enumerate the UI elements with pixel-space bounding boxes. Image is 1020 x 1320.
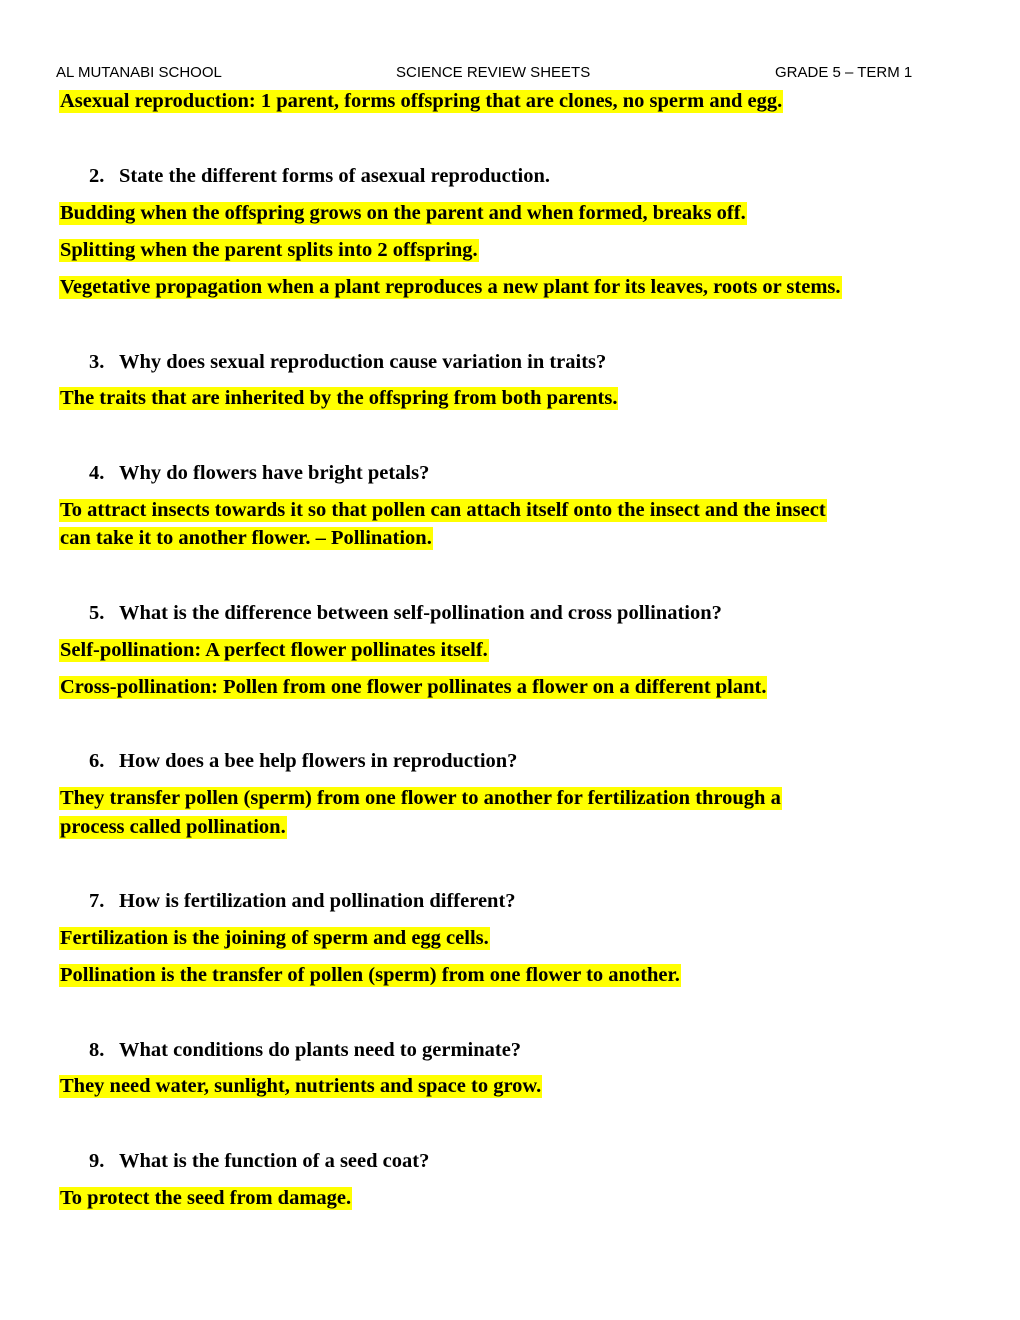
question-text: How is fertilization and pollination different? bbox=[119, 890, 516, 912]
question-9 bbox=[89, 1147, 429, 1175]
answer-text: Asexual reproduction: 1 parent, forms offspring that are clones, no sperm and egg. bbox=[60, 90, 783, 112]
answer-text: Cross-pollination: Pollen from one flower pollinates a flower on a different plant. bbox=[60, 676, 767, 698]
question-8 bbox=[89, 1036, 521, 1064]
grade-term: GRADE 5 – TERM 1 bbox=[775, 64, 913, 81]
question-number: 8. bbox=[89, 1039, 105, 1061]
answer-text: Fertilization is the joining of sperm and egg cells. bbox=[60, 927, 489, 949]
answer-7-1 bbox=[59, 924, 490, 952]
question-number: 4. bbox=[89, 462, 105, 484]
answer-text: Vegetative propagation when a plant reproduces a new plant for its leaves, roots or stems. bbox=[60, 276, 841, 298]
page-header bbox=[0, 64, 1020, 86]
answer-text: They transfer pollen (sperm) from one flower to another for fertilization through a bbox=[60, 787, 781, 809]
answer-text: They need water, sunlight, nutrients and space to grow. bbox=[60, 1075, 542, 1097]
answer-2-1 bbox=[59, 199, 747, 227]
question-2 bbox=[89, 162, 550, 190]
answer-text: Budding when the offspring grows on the parent and when formed, breaks off. bbox=[60, 202, 746, 224]
answer-6-2 bbox=[59, 813, 287, 841]
question-6 bbox=[89, 747, 517, 775]
question-number: 7. bbox=[89, 890, 105, 912]
answer-text: To attract insects towards it so that pollen can attach itself onto the insect and the insect bbox=[60, 499, 826, 521]
answer-4-2 bbox=[59, 524, 433, 552]
document-title: SCIENCE REVIEW SHEETS bbox=[396, 64, 591, 81]
question-number: 6. bbox=[89, 750, 105, 772]
answer-6-1 bbox=[59, 784, 782, 812]
answer-text: Pollination is the transfer of pollen (sperm) from one flower to another. bbox=[60, 964, 680, 986]
answer-text: To protect the seed from damage. bbox=[60, 1187, 352, 1209]
question-text: How does a bee help flowers in reproduction? bbox=[119, 750, 518, 772]
question-text: Why does sexual reproduction cause variation in traits? bbox=[119, 351, 607, 373]
answer-2-3 bbox=[59, 273, 842, 301]
answer-5-2 bbox=[59, 673, 767, 701]
school-name: AL MUTANABI SCHOOL bbox=[56, 64, 222, 81]
question-text: What is the difference between self-pollination and cross pollination? bbox=[119, 602, 722, 624]
question-text: What conditions do plants need to germinate? bbox=[119, 1039, 522, 1061]
answer-9-1 bbox=[59, 1184, 352, 1212]
answer-text: can take it to another flower. – Pollination. bbox=[60, 527, 432, 549]
question-number: 9. bbox=[89, 1150, 105, 1172]
question-number: 2. bbox=[89, 165, 105, 187]
question-number: 5. bbox=[89, 602, 105, 624]
answer-4-1 bbox=[59, 496, 827, 524]
question-4 bbox=[89, 459, 429, 487]
question-text: State the different forms of asexual reproduction. bbox=[119, 165, 551, 187]
answer-text: Splitting when the parent splits into 2 offspring. bbox=[60, 239, 478, 261]
question-7 bbox=[89, 887, 516, 915]
question-text: Why do flowers have bright petals? bbox=[119, 462, 430, 484]
question-5 bbox=[89, 599, 722, 627]
answer-7-2 bbox=[59, 961, 681, 989]
answer-5-1 bbox=[59, 636, 489, 664]
answer-text: Self-pollination: A perfect flower pollinates itself. bbox=[60, 639, 488, 661]
answer-8-1 bbox=[59, 1072, 542, 1100]
question-number: 3. bbox=[89, 351, 105, 373]
answer-text: The traits that are inherited by the offspring from both parents. bbox=[60, 387, 618, 409]
answer-3-1 bbox=[59, 384, 618, 412]
question-3 bbox=[89, 348, 606, 376]
answer-text: process called pollination. bbox=[60, 816, 286, 838]
answer-2-2 bbox=[59, 236, 479, 264]
intro-answer bbox=[59, 87, 783, 115]
question-text: What is the function of a seed coat? bbox=[119, 1150, 430, 1172]
